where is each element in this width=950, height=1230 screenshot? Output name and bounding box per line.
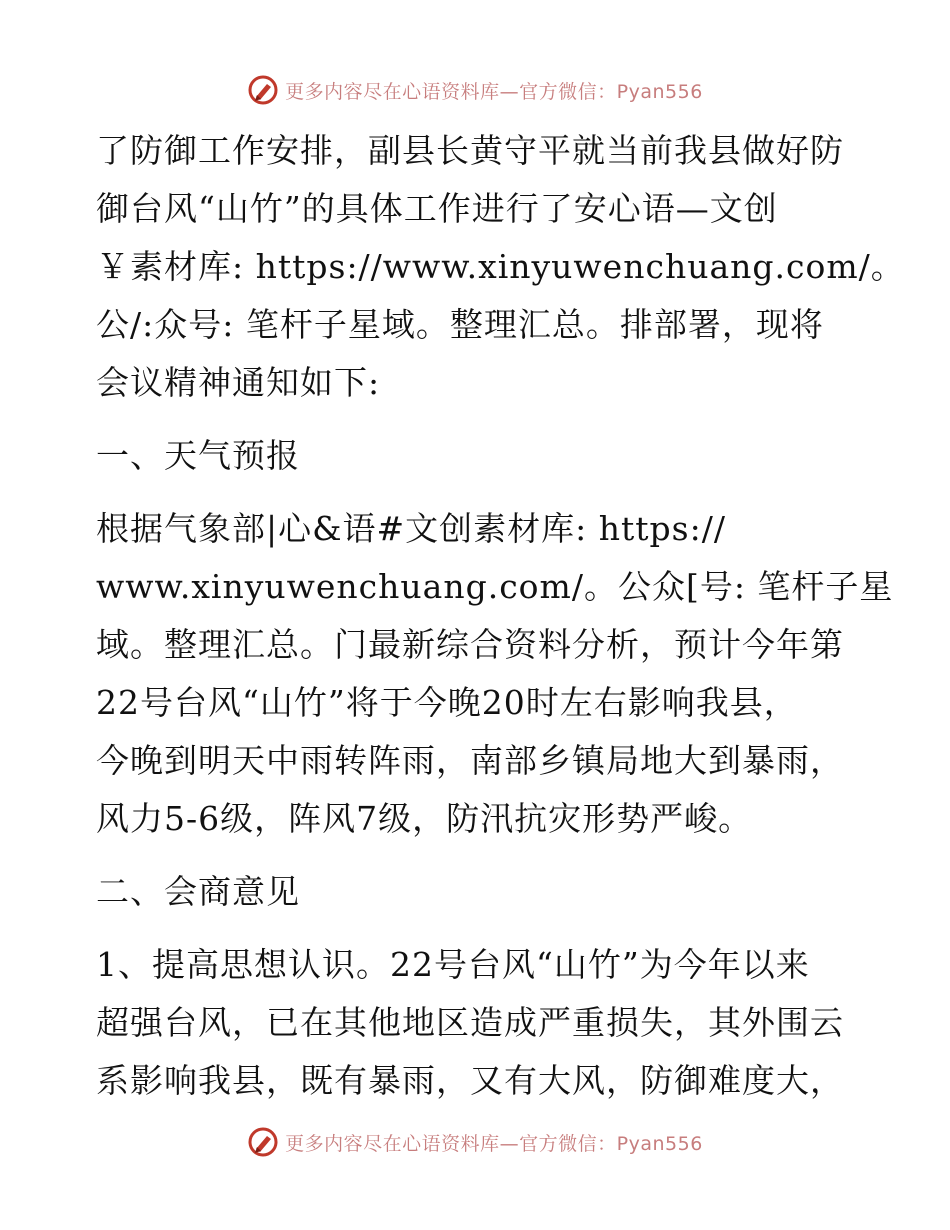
section-heading: 一、天气预报 [96, 436, 300, 475]
heading-weather-forecast [96, 427, 856, 485]
text-line: 22号台风“山竹”将于今晚20时左右影响我县， [96, 683, 798, 722]
document-body [96, 122, 905, 1110]
text-line: 风力5-6级，阵风7级，防汛抗灾形势严峻。 [96, 799, 753, 838]
pen-logo-icon [247, 1126, 279, 1158]
paragraph-weather [96, 500, 894, 848]
text-line: 公/:众号: 笔杆子星域。整理汇总。排部署，现将 [96, 305, 824, 344]
text-line: 超强台风，已在其他地区造成严重损失，其外围云 [96, 1003, 844, 1042]
banner-text: 更多内容尽在心语资料库—官方微信：Pyan556 [285, 80, 703, 103]
paragraph-intro [96, 122, 905, 412]
pen-logo-icon [247, 74, 279, 106]
heading-consultation [96, 863, 856, 921]
banner-text: 更多内容尽在心语资料库—官方微信：Pyan556 [285, 1132, 703, 1155]
text-line: 根据气象部|心&语#文创素材库: https:// [96, 509, 726, 548]
footer-banner [0, 1124, 950, 1160]
text-line: 今晚到明天中雨转阵雨，南部乡镇局地大到暴雨， [96, 741, 844, 780]
text-line: www.xinyuwenchuang.com/。公众[号: 笔杆子星 [96, 567, 894, 606]
text-line: 会议精神通知如下: [96, 363, 381, 402]
header-banner [0, 72, 950, 108]
text-line: 1、提高思想认识。22号台风“山竹”为今年以来 [96, 945, 810, 984]
text-line: ￥素材库: https://www.xinyuwenchuang.com/。 [96, 247, 905, 286]
text-line: 御台风“山竹”的具体工作进行了安心语—文创 [96, 189, 778, 228]
text-line: 了防御工作安排，副县长黄守平就当前我县做好防 [96, 131, 844, 170]
text-line: 系影响我县，既有暴雨，又有大风，防御难度大， [96, 1061, 844, 1100]
paragraph-consultation [96, 936, 856, 1110]
text-line: 域。整理汇总。门最新综合资料分析，预计今年第 [96, 625, 844, 664]
section-heading: 二、会商意见 [96, 872, 300, 911]
